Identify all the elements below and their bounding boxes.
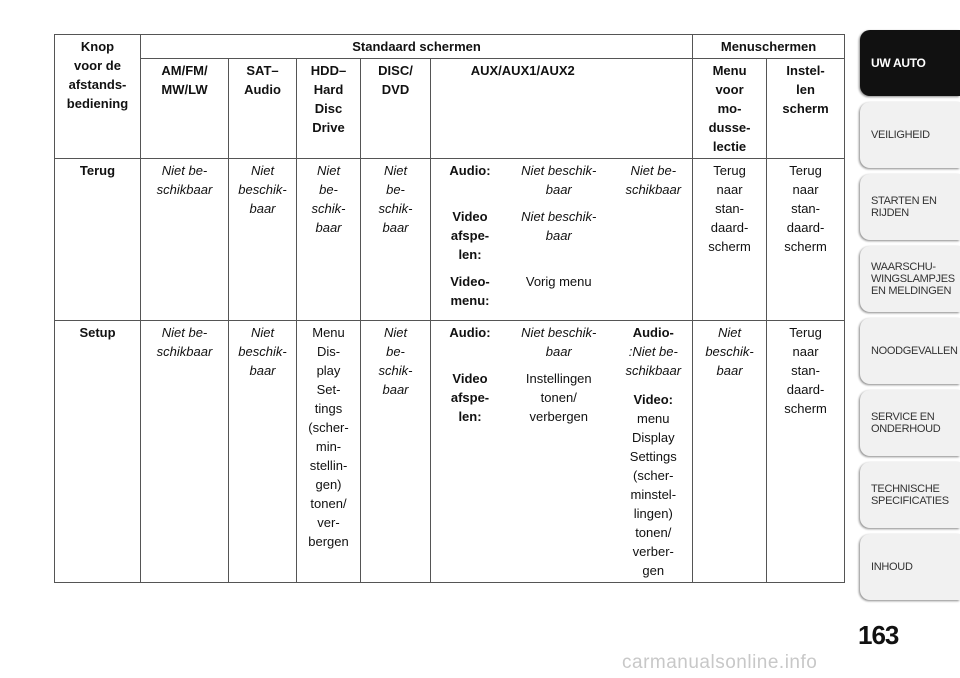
cell-line: schikbaar	[625, 182, 682, 197]
cell-line: afstands-	[68, 77, 127, 92]
cell-line: Settings	[629, 449, 677, 464]
cell-line: schik-	[311, 201, 346, 216]
cell-line: naar	[716, 182, 743, 197]
chapter-tab[interactable]	[860, 102, 960, 168]
row-setup	[55, 321, 845, 583]
cell-line: HDD–	[310, 63, 347, 78]
cell-line: Niet	[383, 325, 408, 340]
chapter-tab-label: SPECIFICATIES	[871, 495, 949, 507]
aux-entry	[434, 161, 612, 199]
cell-line: DVD	[381, 82, 410, 97]
cell-line: menu:	[450, 293, 490, 308]
cell-line: gen	[642, 563, 665, 578]
cell-line: scherm	[784, 401, 827, 416]
cell-line: verber-	[632, 544, 674, 559]
cell-line: Knop	[80, 39, 115, 54]
chapter-tab-label: VEILIGHEID	[871, 129, 930, 141]
cell-line: :Niet be-	[628, 344, 678, 359]
chapter-tab-label: NOODGEVALLEN	[871, 345, 958, 357]
chapter-tab-label: TECHNISCHE	[871, 483, 940, 495]
cell-line: stan-	[791, 201, 820, 216]
cell-terug-sat	[229, 159, 297, 321]
header-row-columns	[55, 59, 845, 159]
cell-setup-instel	[767, 321, 845, 583]
aux-entry	[434, 369, 612, 426]
cell-setup-aux-extra	[615, 321, 693, 583]
cell-terug-aux-extra	[615, 159, 693, 321]
cell-line: SAT–	[246, 63, 279, 78]
cell-line: be-	[386, 344, 405, 359]
cell-line: baar	[249, 363, 276, 378]
cell-line: (scher-	[633, 468, 674, 483]
cell-line: tings	[314, 401, 343, 416]
cell-line: Instellingen	[525, 371, 592, 386]
aux-entry-value	[506, 161, 612, 199]
cell-line: schikbaar	[156, 182, 213, 197]
cell-line: beschik-	[238, 182, 287, 197]
aux-entry-value	[506, 323, 612, 361]
aux-entry-key	[434, 207, 506, 264]
page-number: 163	[858, 620, 899, 650]
aux-entry-key	[434, 161, 506, 199]
cell-line: Niet be-	[161, 163, 208, 178]
cell-line: Menu	[312, 325, 345, 340]
cell-setup-amfm	[141, 321, 229, 583]
aux-entry-key	[434, 323, 506, 361]
cell-line: tonen/	[310, 496, 347, 511]
cell-line: lectie	[712, 139, 747, 154]
cell-line: Niet beschik-	[521, 325, 597, 340]
header-disc	[361, 59, 431, 159]
cell-line: tonen/	[635, 525, 672, 540]
header-hdd	[297, 59, 361, 159]
cell-line: Dis-	[316, 344, 341, 359]
setup-aux-audio-val	[618, 342, 690, 380]
cell-setup-aux	[431, 321, 615, 583]
aux-entry	[434, 207, 612, 264]
chapter-tab-label: ONDERHOUD	[871, 423, 941, 435]
cell-line: Video	[452, 371, 488, 386]
cell-line: baar	[545, 182, 572, 197]
header-row-group	[55, 35, 845, 59]
cell-line: Menu	[712, 63, 747, 78]
cell-line: baar	[382, 382, 409, 397]
cell-line: baar	[545, 344, 572, 359]
row-label-terug: Terug	[55, 159, 141, 321]
aux-entry-key	[434, 272, 506, 310]
cell-terug-aux	[431, 159, 615, 321]
cell-line: baar	[716, 363, 743, 378]
header-amfm	[141, 59, 229, 159]
aux-entry-key	[434, 369, 506, 426]
row-terug	[55, 159, 845, 321]
cell-line: DISC/	[378, 63, 413, 78]
cell-terug-menu	[693, 159, 767, 321]
cell-line: be-	[319, 182, 338, 197]
cell-line: stan-	[715, 201, 744, 216]
cell-line: daard-	[786, 382, 825, 397]
cell-line: baar	[315, 220, 342, 235]
header-instel	[767, 59, 845, 159]
cell-setup-sat	[229, 321, 297, 583]
chapter-tab-label: INHOUD	[871, 561, 913, 573]
cell-line: schikbaar	[156, 344, 213, 359]
cell-line: menu	[637, 411, 670, 426]
cell-terug-instel	[767, 159, 845, 321]
cell-line: tonen/	[540, 390, 577, 405]
chapter-tab[interactable]	[860, 390, 960, 456]
chapter-tab-label: STARTEN EN	[871, 195, 937, 207]
aux-entry-value	[506, 272, 612, 310]
aux-entry	[434, 323, 612, 361]
cell-line: Audio:	[449, 163, 491, 178]
cell-line: Niet	[250, 325, 275, 340]
cell-line: stellin-	[309, 458, 348, 473]
cell-line: (scher-	[308, 420, 349, 435]
chapter-tab[interactable]	[860, 534, 960, 600]
row-label-setup: Setup	[55, 321, 141, 583]
cell-line: baar	[382, 220, 409, 235]
chapter-tab-label: UW AUTO	[871, 56, 926, 70]
chapter-tab[interactable]	[860, 30, 960, 96]
cell-line: ver-	[317, 515, 340, 530]
cell-line: schik-	[378, 363, 413, 378]
cell-line: afspe-	[450, 228, 490, 243]
cell-line: scherm	[708, 239, 751, 254]
cell-line: Niet beschik-	[521, 163, 597, 178]
cell-line: len	[796, 82, 815, 97]
header-aux-extra	[615, 59, 693, 159]
cell-line: daard-	[786, 220, 825, 235]
cell-line: AM/FM/	[161, 63, 208, 78]
setup-aux-video-val	[618, 409, 690, 580]
header-standard-screens: Standaard schermen	[141, 35, 693, 59]
cell-line: dusse-	[708, 120, 751, 135]
chapter-tab-label: WINGSLAMPJES	[871, 273, 955, 285]
cell-line: Instel-	[786, 63, 825, 78]
cell-line: beschik-	[705, 344, 754, 359]
cell-line: bergen	[308, 534, 349, 549]
cell-line: Niet be-	[161, 325, 208, 340]
cell-line: minstel-	[630, 487, 677, 502]
cell-line: schikbaar	[625, 363, 682, 378]
cell-line: Niet	[316, 163, 341, 178]
watermark: carmanualsonline.info	[622, 652, 818, 673]
cell-line: gen)	[315, 477, 342, 492]
cell-line: voor	[715, 82, 744, 97]
aux-entry-value	[506, 369, 612, 426]
chapter-tab[interactable]	[860, 246, 960, 312]
cell-line: Niet beschik-	[521, 209, 597, 224]
cell-line: baar	[545, 228, 572, 243]
header-aux: AUX/AUX1/AUX2	[431, 59, 615, 159]
chapter-tab[interactable]	[860, 318, 960, 384]
cell-line: Drive	[312, 120, 345, 135]
cell-line: lingen)	[633, 506, 673, 521]
cell-line: Terug	[789, 325, 822, 340]
cell-line: be-	[386, 182, 405, 197]
header-menu-select	[693, 59, 767, 159]
cell-line: schik-	[378, 201, 413, 216]
cell-line: MW/LW	[161, 82, 208, 97]
cell-line: Niet	[717, 325, 742, 340]
cell-line: Set-	[316, 382, 341, 397]
cell-line: play	[316, 363, 341, 378]
cell-line: naar	[792, 182, 819, 197]
header-knop	[55, 35, 141, 159]
cell-line: Audio	[244, 82, 281, 97]
setup-aux-audio-key: Audio-	[632, 325, 674, 340]
settings-table	[54, 34, 845, 583]
header-sat	[229, 59, 297, 159]
setup-aux-video-key: Video:	[633, 392, 674, 407]
chapter-tab-label: SERVICE EN	[871, 411, 935, 423]
cell-line: scherm	[782, 101, 829, 116]
cell-line: beschik-	[238, 344, 287, 359]
cell-line: len:	[458, 409, 482, 424]
aux-entry-value	[506, 207, 612, 264]
cell-line: Niet be-	[630, 163, 677, 178]
cell-line: Niet	[383, 163, 408, 178]
cell-line: bediening	[66, 96, 129, 111]
cell-line: Hard	[313, 82, 344, 97]
cell-line: Terug	[713, 163, 746, 178]
chapter-tab[interactable]	[860, 462, 960, 528]
aux-entry	[434, 272, 612, 310]
cell-line: mo-	[717, 101, 742, 116]
cell-terug-hdd	[297, 159, 361, 321]
cell-line: Terug	[789, 163, 822, 178]
cell-terug-amfm	[141, 159, 229, 321]
cell-line: Vorig menu	[525, 274, 592, 289]
cell-line: afspe-	[450, 390, 490, 405]
chapter-tab-label: WAARSCHU-	[871, 261, 936, 273]
chapter-tab[interactable]	[860, 174, 960, 240]
cell-line: len:	[458, 247, 482, 262]
cell-line: Video-	[450, 274, 490, 289]
cell-line: Audio:	[449, 325, 491, 340]
cell-line: baar	[249, 201, 276, 216]
chapter-tab-label: RIJDEN	[871, 207, 909, 219]
cell-setup-hdd	[297, 321, 361, 583]
cell-setup-menu	[693, 321, 767, 583]
cell-line: min-	[315, 439, 342, 454]
cell-terug-disc	[361, 159, 431, 321]
cell-setup-disc	[361, 321, 431, 583]
cell-line: daard-	[710, 220, 749, 235]
cell-line: verbergen	[529, 409, 589, 424]
cell-line: Video	[452, 209, 488, 224]
cell-line: Display	[631, 430, 675, 445]
cell-line: scherm	[784, 239, 827, 254]
chapter-tab-label: EN MELDINGEN	[871, 285, 952, 297]
cell-line: Niet	[250, 163, 275, 178]
cell-line: voor de	[74, 58, 121, 73]
cell-line: naar	[792, 344, 819, 359]
header-menu-screens: Menuschermen	[693, 35, 845, 59]
cell-line: Disc	[314, 101, 343, 116]
cell-line: stan-	[791, 363, 820, 378]
